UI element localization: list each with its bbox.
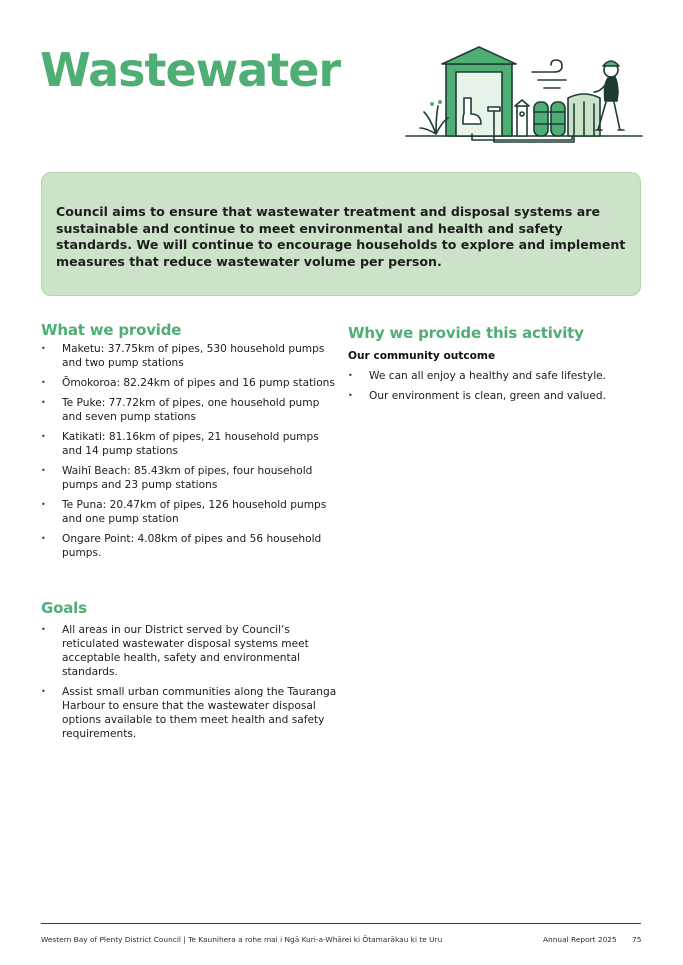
footer-divider [41, 923, 641, 924]
what-we-provide-list [41, 342, 337, 566]
goals-list [41, 623, 337, 747]
goals-heading: Goals [41, 599, 87, 617]
footer-organisation: Western Bay of Plenty District Council | Te Kaunihera a rohe mai i Ngā Kuri-a-Whārei ki Ōtamarākau ki te Uru [41, 935, 443, 944]
page-number: 75 [632, 935, 642, 944]
wastewater-illustration [404, 44, 644, 144]
list-item: • Ongare Point: 4.08km of pipes and 56 household pumps. [41, 532, 337, 560]
list-item: • All areas in our District served by Council’s reticulated wastewater disposal systems meet acceptable health, safety and environmental standards. [41, 623, 337, 679]
intro-callout [41, 172, 641, 296]
list-item: • Te Puna: 20.47km of pipes, 126 household pumps and one pump station [41, 498, 337, 526]
what-we-provide-heading: What we provide [41, 321, 182, 339]
footer-report-title: Annual Report 2025 [543, 935, 617, 944]
intro-text: Council aims to ensure that wastewater treatment and disposal systems are sustainable and continue to meet environmental and health and safety standards. We will continue to encourage households to explore and implement measures that reduce wastewater volume per person. [56, 204, 626, 270]
list-item: • Ōmokoroa: 82.24km of pipes and 16 pump stations [41, 376, 337, 390]
why-heading: Why we provide this activity [348, 324, 584, 342]
list-item: • Katikati: 81.16km of pipes, 21 household pumps and 14 pump stations [41, 430, 337, 458]
list-item: • Waihī Beach: 85.43km of pipes, four household pumps and 23 pump stations [41, 464, 337, 492]
list-item: • Maketu: 37.75km of pipes, 530 household pumps and two pump stations [41, 342, 337, 370]
list-item: • Te Puke: 77.72km of pipes, one household pump and seven pump stations [41, 396, 337, 424]
list-item: • We can all enjoy a healthy and safe lifestyle. [348, 369, 640, 383]
why-list [348, 369, 640, 409]
list-item: • Assist small urban communities along the Tauranga Harbour to ensure that the wastewater disposal options available to them meet health and safety requirements. [41, 685, 337, 741]
community-outcome-subheading: Our community outcome [348, 350, 496, 362]
page-title: Wastewater [40, 43, 341, 97]
list-item: • Our environment is clean, green and valued. [348, 389, 640, 403]
